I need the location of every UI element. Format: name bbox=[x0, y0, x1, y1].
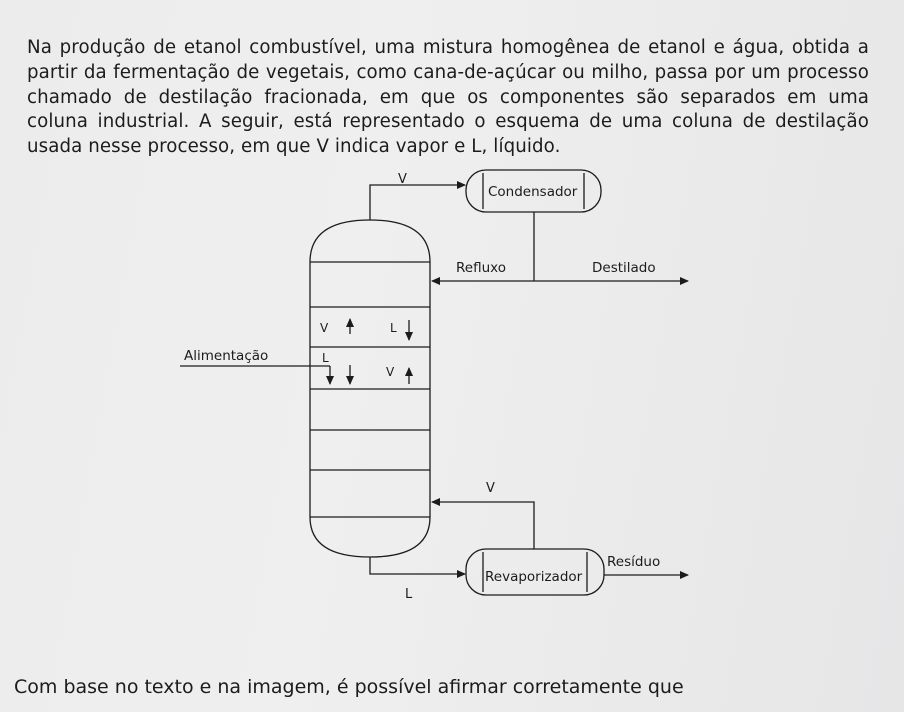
feed-label: Alimentação bbox=[184, 348, 269, 364]
reboiler-label: Revaporizador bbox=[485, 569, 583, 585]
intro-paragraph: Na produção de etanol combustível, uma mistura homogênea de etanol e água, obtida a partir da fermentação de vegetais, como cana-de-açúcar ou milho, passa por um processo chamado de destilação fracionada, em que os componentes são separados em uma coluna industrial. A seguir, está representado o esquema de uma coluna de destilação usada nesse processo, em que V indica vapor e L, líquido. bbox=[27, 37, 869, 158]
reflux-label: Refluxo bbox=[456, 260, 506, 276]
svg-text:L: L bbox=[322, 351, 329, 365]
condenser-label: Condensador bbox=[488, 184, 578, 200]
question-stem: Com base no texto e na imagem, é possível afirmar corretamente que bbox=[14, 676, 684, 698]
reboiler-vapor-line bbox=[432, 502, 534, 549]
svg-text:V: V bbox=[386, 365, 395, 379]
top-vapor-line bbox=[370, 185, 465, 220]
svg-text:V: V bbox=[320, 321, 329, 335]
reboiler-vapor-label: V bbox=[486, 481, 495, 496]
distillate-label: Destilado bbox=[592, 260, 656, 276]
svg-text:L: L bbox=[390, 321, 397, 335]
bottom-liquid-line bbox=[370, 557, 465, 574]
top-vapor-label: V bbox=[398, 172, 407, 187]
bottom-liquid-label: L bbox=[405, 587, 413, 602]
residue-label: Resíduo bbox=[607, 554, 661, 570]
